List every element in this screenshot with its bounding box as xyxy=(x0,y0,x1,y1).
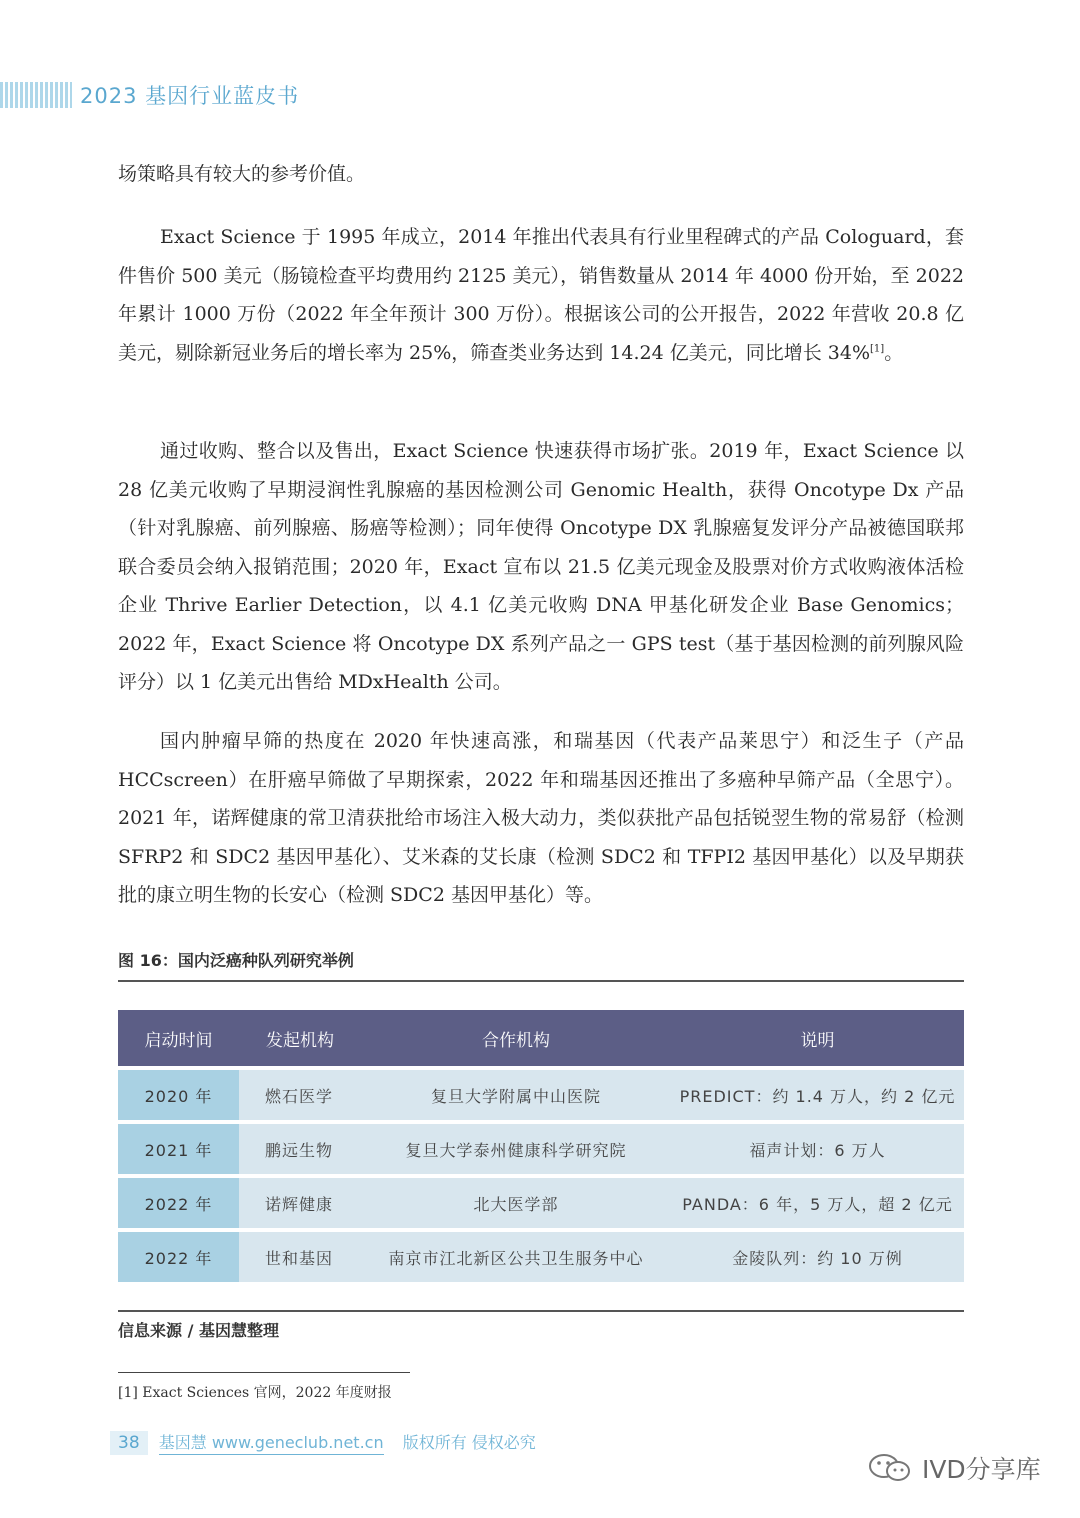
paragraph-tail: 。 xyxy=(884,341,904,364)
column-header: 合作机构 xyxy=(361,1010,671,1066)
description-cell: PREDICT：约 1.4 万人，约 2 亿元 xyxy=(671,1070,964,1120)
paragraph-text: 场策略具有较大的参考价值。 xyxy=(118,163,366,185)
initiator-cell: 世和基因 xyxy=(239,1232,361,1282)
column-header: 启动时间 xyxy=(118,1010,239,1066)
start-year-cell: 2020 年 xyxy=(118,1070,239,1120)
description-cell: 福声计划：6 万人 xyxy=(671,1124,964,1174)
page-number: 38 xyxy=(110,1431,148,1455)
paragraph-4 xyxy=(118,722,964,915)
paragraph-2 xyxy=(118,218,964,372)
cohort-table xyxy=(118,1006,964,1286)
partner-cell: 南京市江北新区公共卫生服务中心 xyxy=(361,1232,671,1282)
paragraph-text: 国内肿瘤早筛的热度在 2020 年快速高涨，和瑞基因（代表产品莱思宁）和泛生子（产品 HCCscreen）在肝癌早筛做了早期探索，2022 年和瑞基因还推出了多癌种早筛产品（全思宁）。2021 年，诺辉健康的常卫清获批给市场注入极大动力，类似获批产品包括锐翌生物的常易舒（检测 SFRP2 和 SDC2 基因甲基化）、艾米森的艾长康（检测 SDC2 和 TFPI2 基因甲基化）以及早期获批的康立明生物的长安心（检测 SDC2 基因甲基化）等。 xyxy=(118,730,964,906)
footer-site-link[interactable]: 基因慧 www.geneclub.net.cn xyxy=(159,1433,384,1455)
partner-cell: 复旦大学附属中山医院 xyxy=(361,1070,671,1120)
page-header xyxy=(0,78,600,114)
table-row xyxy=(118,1124,964,1174)
figure-title: 图 16：国内泛癌种队列研究举例 xyxy=(118,951,354,970)
figure-source: 信息来源 / 基因慧整理 xyxy=(118,1321,279,1340)
column-header: 说明 xyxy=(671,1010,964,1066)
footnote: [1] Exact Sciences 官网，2022 年度财报 xyxy=(118,1385,392,1401)
footer-copyright: 版权所有 侵权必究 xyxy=(402,1433,536,1452)
table-row xyxy=(118,1070,964,1120)
watermark xyxy=(866,1450,1041,1490)
citation-ref[interactable]: [1] xyxy=(870,343,885,355)
figure-top-rule xyxy=(118,980,964,982)
watermark-text: IVD分享库 xyxy=(921,1455,1041,1484)
paragraph-text: Exact Science 于 1995 年成立，2014 年推出代表具有行业里程碑式的产品 Cologuard，套件售价 500 美元（肠镜检查平均费用约 2125 美元），销售数量从 2014 年 4000 份开始，至 2022 年累计 1000 万份（2022 年全年预计 300 万份）。根据该公司的公开报告，2022 年营收 20.8 亿美元，剔除新冠业务后的增长率为 25%，筛查类业务达到 14.24 亿美元，同比增长 34% xyxy=(118,226,964,364)
start-year-cell: 2022 年 xyxy=(118,1178,239,1228)
paragraph-3 xyxy=(118,432,964,702)
description-cell: PANDA：6 年，5 万人，超 2 亿元 xyxy=(671,1178,964,1228)
description-cell: 金陵队列：约 10 万例 xyxy=(671,1232,964,1282)
wechat-icon xyxy=(866,1452,914,1484)
figure-bottom-rule xyxy=(118,1310,964,1312)
paragraph-text: 通过收购、整合以及售出，Exact Science 快速获得市场扩张。2019 年，Exact Science 以 28 亿美元收购了早期浸润性乳腺癌的基因检测公司 Genomic Health，获得 Oncotype Dx 产品（针对乳腺癌、前列腺癌、肠癌等检测）；同年使得 Oncotype DX 乳腺癌复发评分产品被德国联邦联合委员会纳入报销范围；2020 年，Exact 宣布以 21.5 亿美元现金及股票对价方式收购液体活检企业 Thrive Earlier Detection，以 4.1 亿美元收购 DNA 甲基化研发企业 Base Genomics；2022 年，Exact Science 将 Oncotype DX 系列产品之一 GPS test（基于基因检测的前列腺风险评分）以 1 亿美元出售给 MDxHealth 公司。 xyxy=(118,440,964,693)
table-row xyxy=(118,1232,964,1282)
initiator-cell: 鹏远生物 xyxy=(239,1124,361,1174)
initiator-cell: 诺辉健康 xyxy=(239,1178,361,1228)
start-year-cell: 2022 年 xyxy=(118,1232,239,1282)
partner-cell: 北大医学部 xyxy=(361,1178,671,1228)
header-decoration xyxy=(0,82,72,108)
page-footer xyxy=(110,1430,536,1458)
partner-cell: 复旦大学泰州健康科学研究院 xyxy=(361,1124,671,1174)
footnote-divider xyxy=(118,1372,410,1373)
table-header-row xyxy=(118,1010,964,1066)
paragraph-1 xyxy=(118,155,964,194)
column-header: 发起机构 xyxy=(239,1010,361,1066)
header-title: 2023 基因行业蓝皮书 xyxy=(80,84,300,108)
initiator-cell: 燃石医学 xyxy=(239,1070,361,1120)
start-year-cell: 2021 年 xyxy=(118,1124,239,1174)
table-row xyxy=(118,1178,964,1228)
